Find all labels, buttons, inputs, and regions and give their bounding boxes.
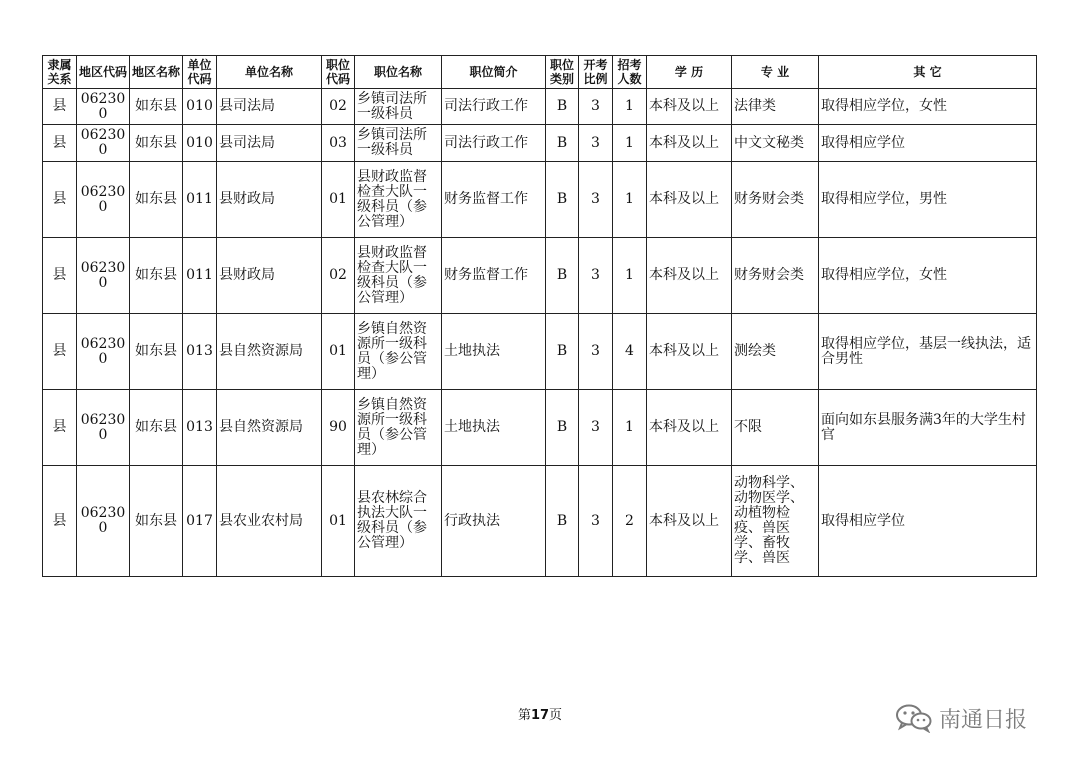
header-exam-ratio: 开考比例 [579,56,613,89]
cell-region-name: 如东县 [130,314,183,390]
cell-unit-code: 010 [183,89,217,125]
cell-position-code: 02 [322,238,355,314]
cell-exam-ratio: 3 [579,89,613,125]
page-suffix: 页 [549,708,563,723]
table-row [43,314,1037,390]
cell-other: 取得相应学位，女性 [819,238,1037,314]
cell-unit-name: 县司法局 [217,89,322,125]
cell-other: 取得相应学位，男性 [819,162,1037,238]
cell-affiliation: 县 [43,390,77,466]
cell-position-desc: 财务监督工作 [442,238,546,314]
cell-unit-name: 县自然资源局 [217,314,322,390]
cell-education: 本科及以上 [647,125,732,162]
cell-exam-ratio: 3 [579,162,613,238]
cell-region-code: 062300 [77,314,130,390]
header-education: 学 历 [647,56,732,89]
cell-position-name: 县财政监督检查大队一级科员（参公管理） [355,238,442,314]
cell-position-type: B [546,466,579,577]
header-major: 专 业 [732,56,819,89]
table-row [43,89,1037,125]
cell-position-type: B [546,89,579,125]
cell-affiliation: 县 [43,89,77,125]
cell-position-name: 县农林综合执法大队一级科员（参公管理） [355,466,442,577]
cell-region-name: 如东县 [130,89,183,125]
cell-major: 法律类 [732,89,819,125]
table-row [43,125,1037,162]
table-row [43,390,1037,466]
cell-position-desc: 土地执法 [442,390,546,466]
cell-exam-ratio: 3 [579,466,613,577]
cell-region-name: 如东县 [130,466,183,577]
cell-other: 取得相应学位 [819,125,1037,162]
wechat-icon [895,703,933,733]
cell-position-code: 03 [322,125,355,162]
header-position-code: 职位代码 [322,56,355,89]
brand-name: 南通日报 [939,707,1028,733]
cell-region-code: 062300 [77,390,130,466]
header-position-name: 职位名称 [355,56,442,89]
cell-affiliation: 县 [43,125,77,162]
header-region-name: 地区名称 [130,56,183,89]
cell-region-code: 062300 [77,89,130,125]
page-prefix: 第 [517,708,531,723]
table-row [43,466,1037,577]
cell-major: 财务财会类 [732,238,819,314]
cell-unit-code: 013 [183,314,217,390]
cell-headcount: 1 [613,238,647,314]
cell-position-desc: 司法行政工作 [442,125,546,162]
cell-affiliation: 县 [43,238,77,314]
cell-region-name: 如东县 [130,125,183,162]
cell-unit-name: 县自然资源局 [217,390,322,466]
cell-headcount: 1 [613,89,647,125]
cell-position-desc: 财务监督工作 [442,162,546,238]
cell-region-code: 062300 [77,466,130,577]
cell-exam-ratio: 3 [579,125,613,162]
cell-exam-ratio: 3 [579,238,613,314]
cell-position-type: B [546,162,579,238]
cell-exam-ratio: 3 [579,390,613,466]
cell-position-name: 乡镇司法所一级科员 [355,89,442,125]
header-headcount: 招考人数 [613,56,647,89]
cell-position-desc: 土地执法 [442,314,546,390]
cell-exam-ratio: 3 [579,314,613,390]
cell-position-code: 02 [322,89,355,125]
cell-unit-name: 县财政局 [217,162,322,238]
recruitment-table [42,55,1037,577]
cell-region-code: 062300 [77,125,130,162]
cell-position-name: 乡镇司法所一级科员 [355,125,442,162]
cell-position-type: B [546,125,579,162]
cell-education: 本科及以上 [647,466,732,577]
cell-other: 取得相应学位 [819,466,1037,577]
cell-major: 测绘类 [732,314,819,390]
cell-major: 动物科学、动物医学、动植物检疫、兽医学、畜牧学、兽医 [732,466,819,577]
cell-education: 本科及以上 [647,89,732,125]
header-unit-code: 单位代码 [183,56,217,89]
cell-major: 不限 [732,390,819,466]
cell-headcount: 2 [613,466,647,577]
cell-region-code: 062300 [77,238,130,314]
cell-headcount: 1 [613,162,647,238]
header-position-type: 职位类别 [546,56,579,89]
cell-position-desc: 司法行政工作 [442,89,546,125]
header-affiliation: 隶属关系 [43,56,77,89]
cell-major: 中文文秘类 [732,125,819,162]
cell-education: 本科及以上 [647,390,732,466]
cell-unit-code: 013 [183,390,217,466]
cell-position-type: B [546,390,579,466]
cell-position-name: 县财政监督检查大队一级科员（参公管理） [355,162,442,238]
cell-position-name: 乡镇自然资源所一级科员（参公管理） [355,314,442,390]
cell-education: 本科及以上 [647,238,732,314]
table-row [43,238,1037,314]
cell-unit-code: 011 [183,162,217,238]
cell-affiliation: 县 [43,466,77,577]
cell-education: 本科及以上 [647,314,732,390]
brand-watermark [895,700,1027,736]
cell-region-name: 如东县 [130,390,183,466]
cell-position-desc: 行政执法 [442,466,546,577]
cell-position-name: 乡镇自然资源所一级科员（参公管理） [355,390,442,466]
cell-headcount: 1 [613,125,647,162]
cell-unit-name: 县司法局 [217,125,322,162]
cell-position-code: 01 [322,466,355,577]
cell-affiliation: 县 [43,162,77,238]
header-region-code: 地区代码 [77,56,130,89]
cell-headcount: 1 [613,390,647,466]
cell-unit-code: 011 [183,238,217,314]
cell-major: 财务财会类 [732,162,819,238]
page-number-value: 17 [530,708,550,723]
cell-region-name: 如东县 [130,238,183,314]
cell-unit-code: 010 [183,125,217,162]
header-other: 其 它 [819,56,1037,89]
cell-position-code: 01 [322,314,355,390]
cell-headcount: 4 [613,314,647,390]
cell-region-code: 062300 [77,162,130,238]
cell-other: 面向如东县服务满3年的大学生村官 [819,390,1037,466]
table-row [43,162,1037,238]
cell-other: 取得相应学位，女性 [819,89,1037,125]
cell-unit-name: 县财政局 [217,238,322,314]
cell-other: 取得相应学位，基层一线执法，适合男性 [819,314,1037,390]
cell-position-type: B [546,314,579,390]
header-unit-name: 单位名称 [217,56,322,89]
cell-position-code: 01 [322,162,355,238]
cell-region-name: 如东县 [130,162,183,238]
cell-position-code: 90 [322,390,355,466]
cell-affiliation: 县 [43,314,77,390]
table-header-row [43,56,1037,89]
cell-unit-name: 县农业农村局 [217,466,322,577]
cell-education: 本科及以上 [647,162,732,238]
cell-position-type: B [546,238,579,314]
cell-unit-code: 017 [183,466,217,577]
header-position-desc: 职位简介 [442,56,546,89]
